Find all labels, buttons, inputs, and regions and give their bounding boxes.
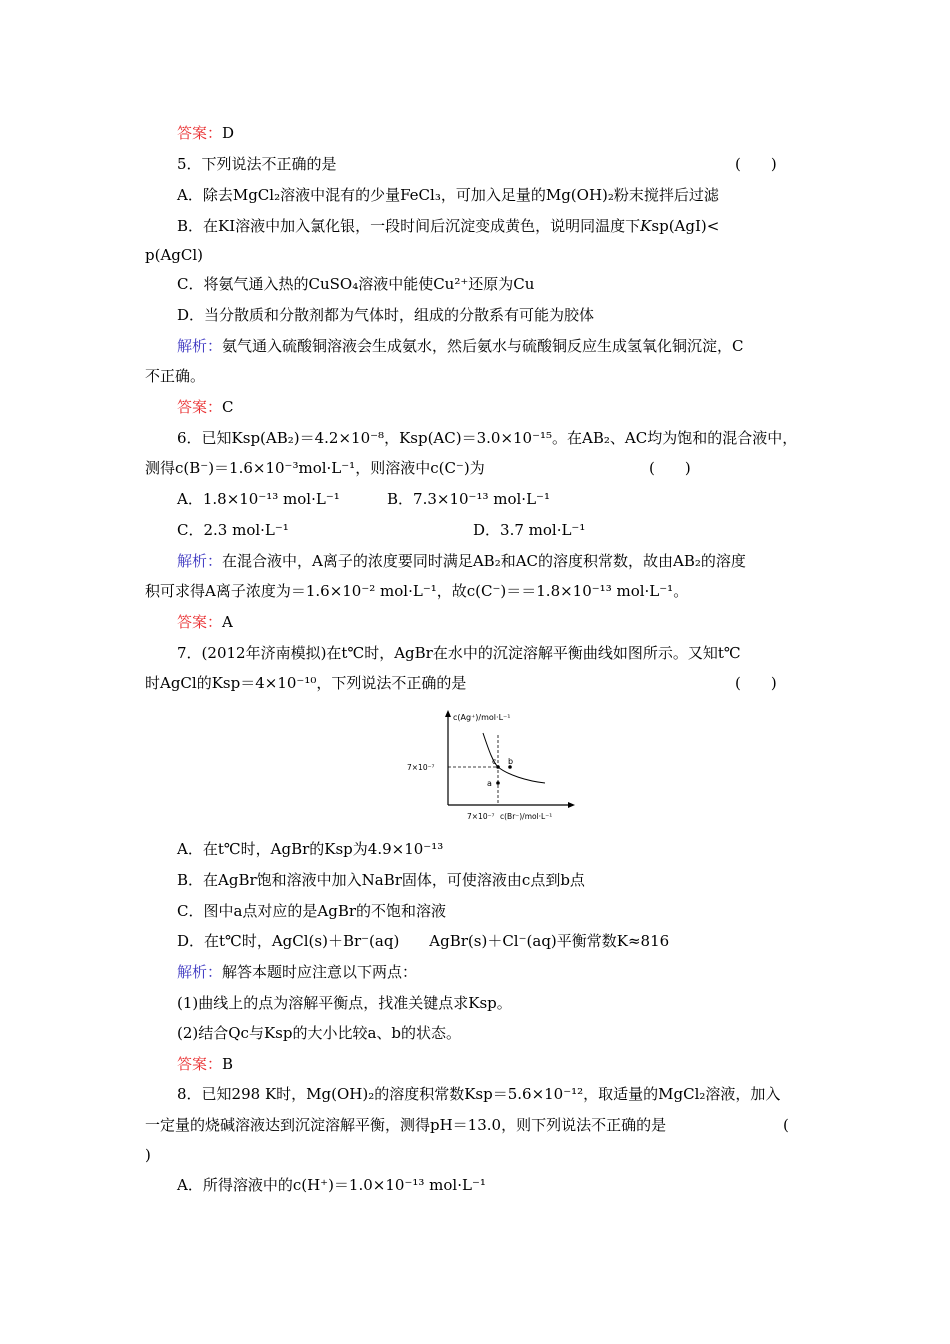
question-5-option-a: A．除去MgCl₂溶液中混有的少量FeCl₃，可加入足量的Mg(OH)₂粉末搅拌后过滤	[177, 186, 719, 204]
question-8-stem-line2: 一定量的烧碱溶液达到沉淀溶解平衡，测得pH＝13.0，则下列说法不正确的是	[145, 1116, 667, 1134]
x-tick-label: 7×10⁻⁷	[467, 812, 495, 821]
y-axis-arrow	[445, 710, 451, 717]
answer-label: 答案：	[177, 398, 223, 416]
question-7-option-c: C．图中a点对应的是AgBr的不饱和溶液	[177, 902, 447, 920]
point-a-label: a	[487, 779, 492, 788]
answer-label: 答案：	[177, 124, 223, 142]
explanation-text: 在混合液中，A离子的浓度要同时满足AB₂和AC的溶度积常数，故由AB₂的溶度	[222, 552, 746, 570]
question-5-option-c: C．将氨气通入热的CuSO₄溶液中能使Cu²⁺还原为Cu	[177, 275, 535, 293]
question-8-answer-blank-close: )	[145, 1146, 151, 1164]
question-5-explanation-line1	[177, 336, 744, 356]
answer-line	[177, 397, 234, 417]
question-6-explanation-line1	[177, 551, 746, 571]
question-7-answer-blank: ( )	[735, 674, 777, 692]
answer-value: C	[222, 398, 234, 416]
question-7-option-a: A．在t℃时，AgBr的Ksp为4.9×10⁻¹³	[177, 840, 444, 858]
explanation-label: 解析：	[177, 963, 223, 981]
y-tick-label: 7×10⁻⁷	[407, 763, 435, 772]
question-5-option-b-line2: p(AgCl)	[145, 246, 204, 264]
option-b-text: B．在KI溶液中加入氯化银，一段时间后沉淀变成黄色，说明同温度下	[177, 217, 641, 235]
explanation-text: 氨气通入硫酸铜溶液会生成氨水，然后氨水与硫酸铜反应生成氢氧化铜沉淀，C	[222, 337, 744, 355]
question-5-answer-blank: ( )	[735, 155, 777, 173]
solubility-equilibrium-figure	[405, 705, 580, 827]
point-c-label: c	[492, 757, 497, 766]
question-7-explanation-line1	[177, 962, 417, 982]
point-b-label: b	[508, 757, 514, 766]
question-5-option-d: D．当分散质和分散剂都为气体时，组成的分散系有可能为胶体	[177, 306, 595, 324]
question-7-explanation-line3: (2)结合Qc与Ksp的大小比较a、b的状态。	[177, 1024, 461, 1042]
question-8-stem-line1: 8．已知298 K时，Mg(OH)₂的溶度积常数Ksp＝5.6×10⁻¹²，取适量的MgCl₂溶液，加入	[177, 1085, 781, 1103]
answer-line	[177, 123, 234, 143]
question-6-explanation-line2: 积可求得A离子浓度为＝1.6×10⁻² mol·L⁻¹，故c(C⁻)＝＝1.8×10⁻¹³ mol·L⁻¹。	[145, 582, 689, 600]
explanation-text: 解答本题时应注意以下两点：	[222, 963, 418, 981]
answer-line	[177, 1054, 233, 1074]
question-8-answer-blank-open: (	[783, 1116, 789, 1134]
question-6-answer-blank: ( )	[649, 459, 691, 477]
x-axis-arrow	[568, 802, 575, 808]
question-7-option-b: B．在AgBr饱和溶液中加入NaBr固体，可使溶液由c点到b点	[177, 871, 585, 889]
question-7-stem-line1: 7．(2012年济南模拟)在t℃时，AgBr在水中的沉淀溶解平衡曲线如图所示。又知t℃	[177, 644, 741, 662]
answer-label: 答案：	[177, 613, 223, 631]
question-6-option-c: C．2.3 mol·L⁻¹	[177, 521, 289, 539]
question-5-option-b-line1	[177, 216, 719, 236]
explanation-label: 解析：	[177, 337, 223, 355]
option-b-tail: sp(AgI)<	[651, 217, 720, 235]
question-6-stem-line1: 6．已知Ksp(AB₂)＝4.2×10⁻⁸，Ksp(AC)＝3.0×10⁻¹⁵。在AB₂、AC均为饱和的混合液中，	[177, 429, 798, 447]
question-6-stem-line2: 测得c(B⁻)＝1.6×10⁻³mol·L⁻¹，则溶液中c(C⁻)为	[145, 459, 485, 477]
question-6-option-a: A．1.8×10⁻¹³ mol·L⁻¹	[177, 490, 340, 508]
answer-value: B	[222, 1055, 234, 1073]
question-6-option-b: B．7.3×10⁻¹³ mol·L⁻¹	[387, 490, 550, 508]
question-5-explanation-line2: 不正确。	[145, 367, 206, 385]
question-8-option-a: A．所得溶液中的c(H⁺)＝1.0×10⁻¹³ mol·L⁻¹	[177, 1176, 486, 1194]
question-6-option-d: D．3.7 mol·L⁻¹	[473, 521, 586, 539]
question-7-explanation-line2: (1)曲线上的点为溶解平衡点，找准关键点求Ksp。	[177, 994, 512, 1012]
explanation-label: 解析：	[177, 552, 223, 570]
point-c-marker	[496, 765, 500, 769]
question-7-stem-line2: 时AgCl的Ksp＝4×10⁻¹⁰，下列说法不正确的是	[145, 674, 467, 692]
answer-label: 答案：	[177, 1055, 223, 1073]
answer-value: D	[222, 124, 235, 142]
question-7-option-d: D．在t℃时，AgCl(s)＋Br⁻(aq) AgBr(s)＋Cl⁻(aq)平衡常数K≈816	[177, 932, 670, 950]
x-axis-label: c(Br⁻)/mol·L⁻¹	[500, 812, 553, 821]
answer-line	[177, 612, 233, 632]
answer-value: A	[222, 613, 233, 631]
point-a-marker	[496, 781, 500, 785]
y-axis-label: c(Ag⁺)/mol·L⁻¹	[453, 713, 511, 722]
question-5-stem: 5．下列说法不正确的是	[177, 155, 337, 173]
ksp-symbol: K	[640, 217, 652, 235]
